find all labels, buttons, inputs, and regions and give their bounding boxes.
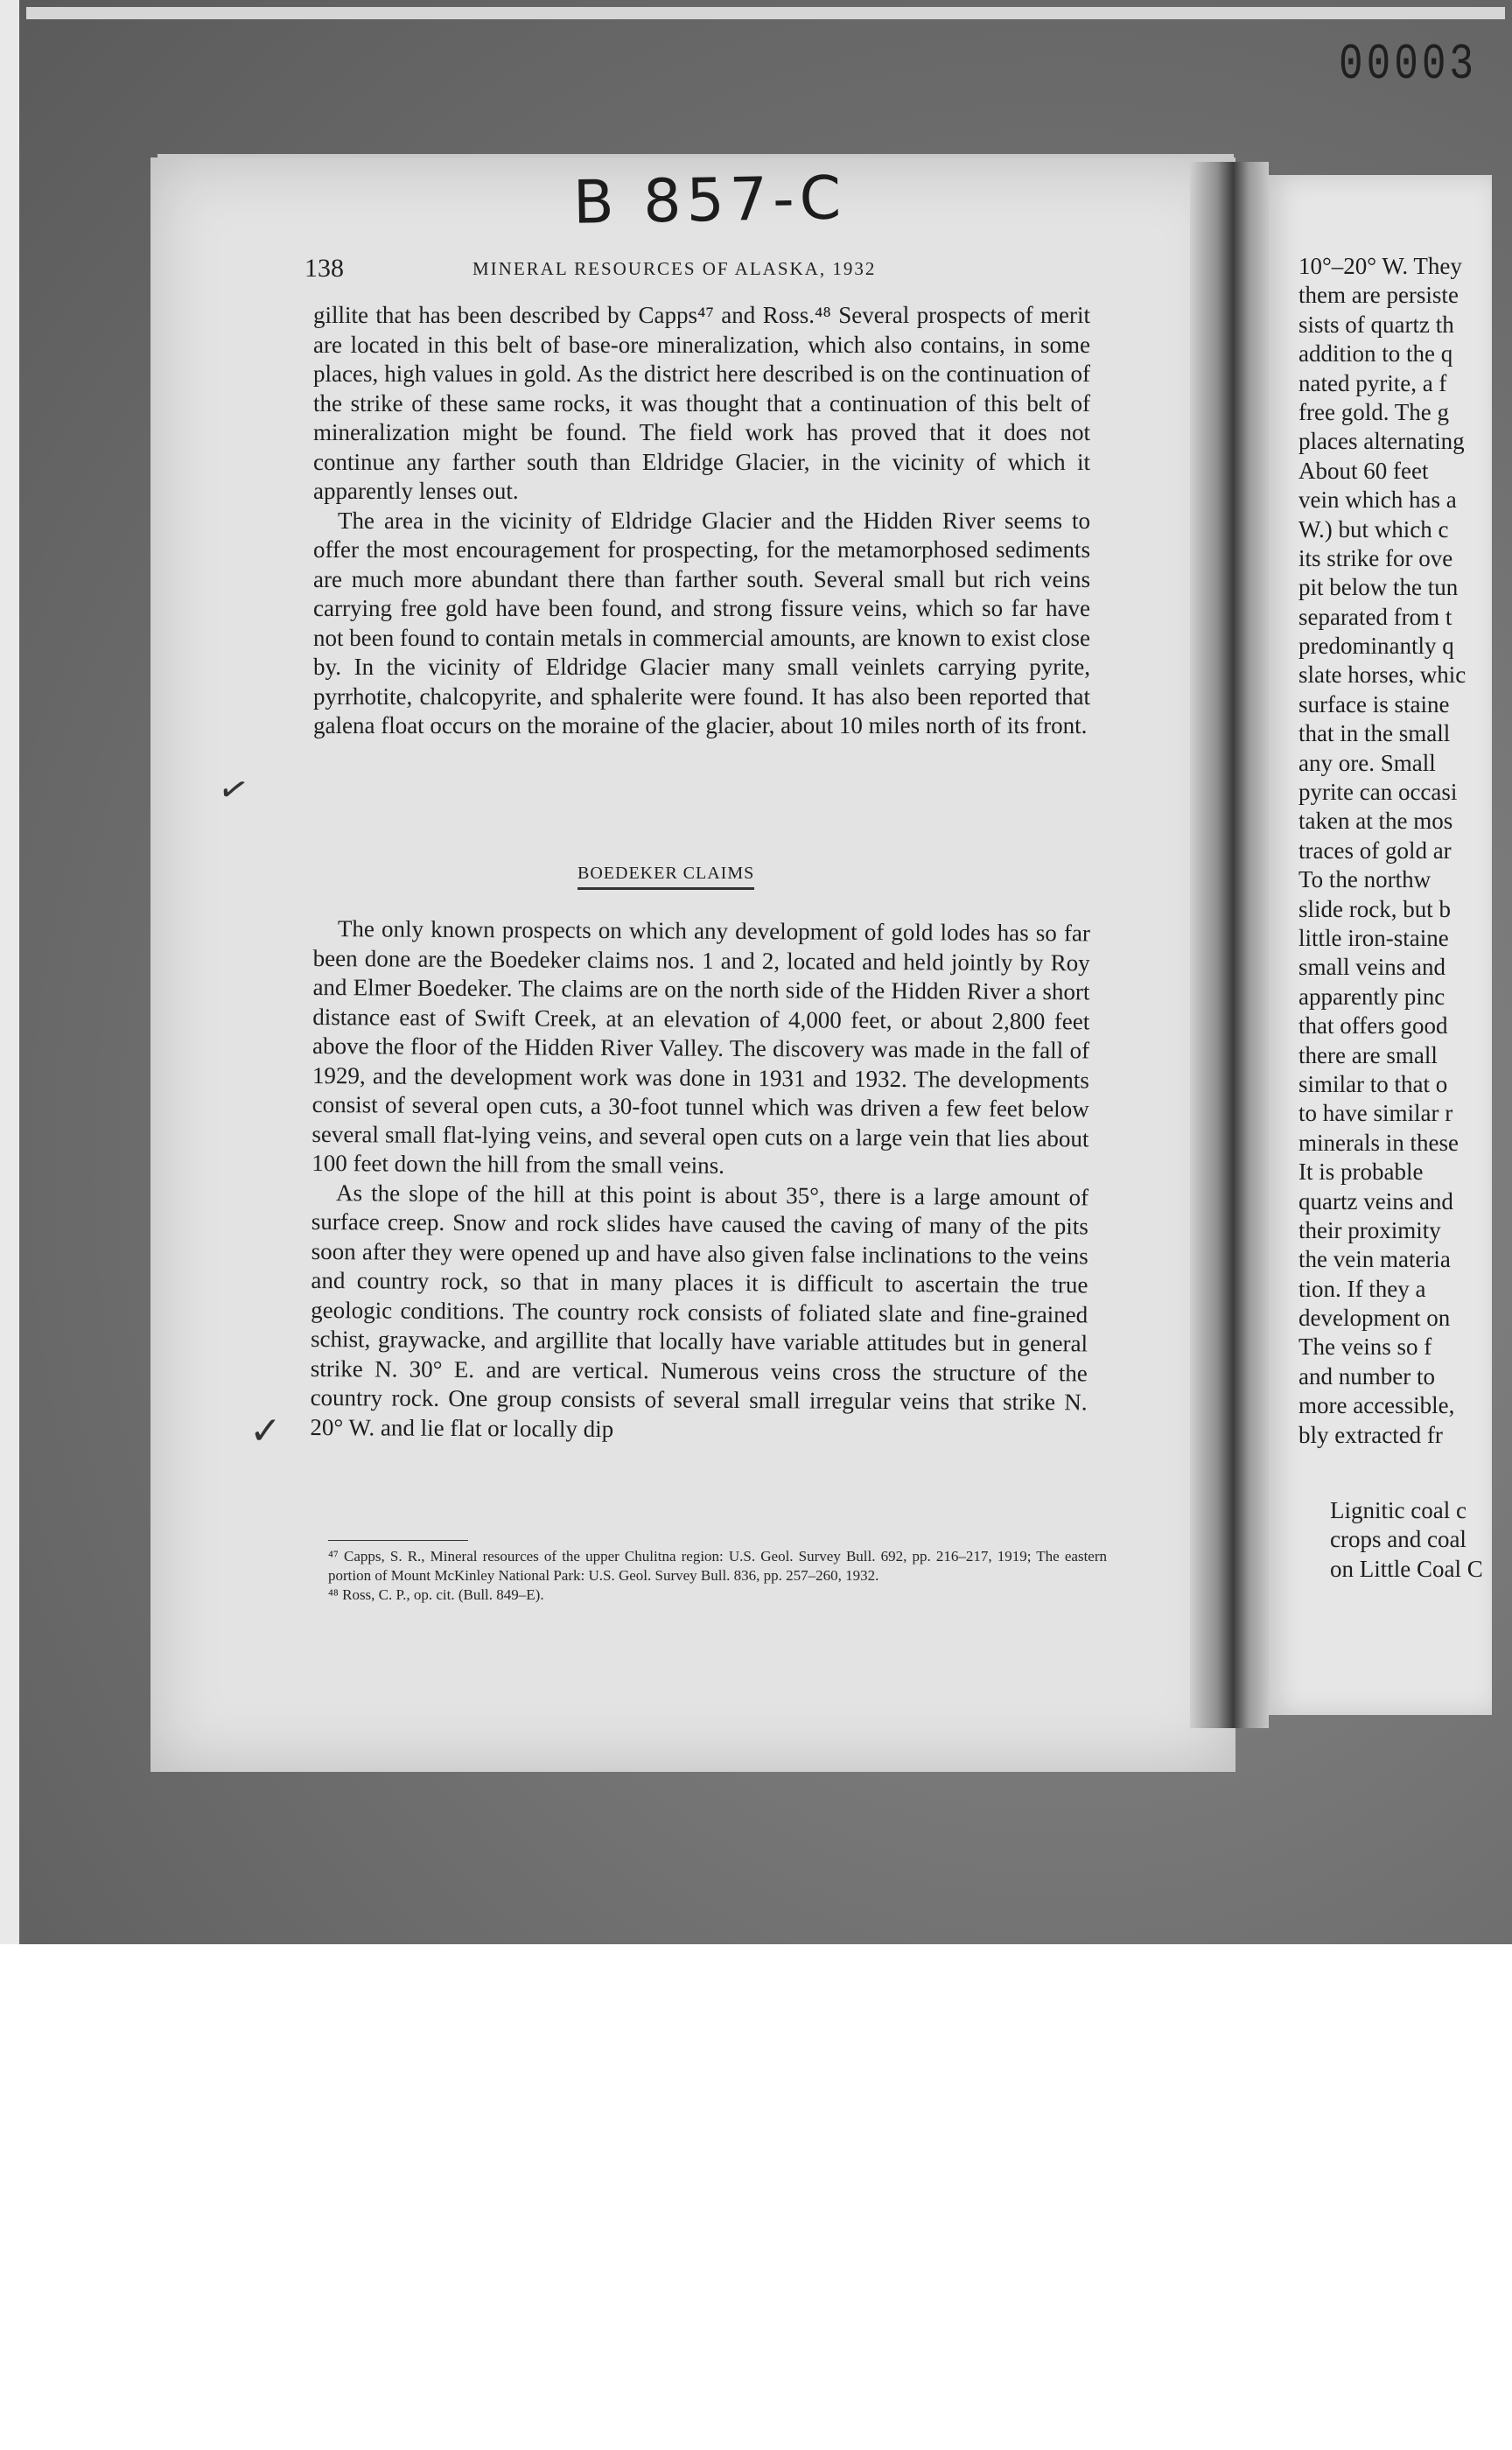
adjacent-page-line: traces of gold ar bbox=[1298, 836, 1452, 864]
adjacent-page-line: its strike for ove bbox=[1298, 544, 1453, 571]
adjacent-page-line: slide rock, but b bbox=[1298, 895, 1451, 922]
adjacent-page-line: pit below the tun bbox=[1298, 574, 1459, 601]
adjacent-page-line: sists of quartz th bbox=[1298, 311, 1454, 338]
section-heading: BOEDEKER CLAIMS bbox=[578, 864, 754, 890]
adjacent-page-footer-line: Lignitic coal c bbox=[1330, 1497, 1466, 1523]
adjacent-page-line: To the northw bbox=[1298, 866, 1432, 893]
adjacent-page-line: that offers good bbox=[1298, 1012, 1448, 1040]
adjacent-page-line: minerals in these bbox=[1298, 1129, 1459, 1156]
adjacent-page-text bbox=[1298, 252, 1495, 1450]
handwritten-id: B 857-C bbox=[572, 164, 847, 238]
adjacent-page-line: quartz veins and bbox=[1298, 1187, 1453, 1214]
adjacent-page-line: separated from t bbox=[1298, 603, 1452, 630]
adjacent-page-line: free gold. The g bbox=[1298, 398, 1449, 425]
footnotes bbox=[328, 1547, 1107, 1605]
adjacent-page-line: that in the small bbox=[1298, 720, 1451, 747]
adjacent-page-line: little iron-staine bbox=[1298, 924, 1449, 951]
adjacent-page-line: The veins so f bbox=[1298, 1334, 1432, 1361]
scan-left-edge bbox=[0, 0, 19, 1944]
paragraph-continuation: gillite that has been described by Capps⁴⁷ and Ross.⁴⁸ Several prospects of merit are located in this belt of base-ore mineralization, which also contains, in some places, high values in gold. As the district here described is on the continuation of the strike of these same rocks, it was thought that a continuation of this belt of mineralization might be found. The field work has proved that it does not continue any farther south than Eldridge Glacier, in the vicinity of which it apparently lenses out. bbox=[313, 302, 1090, 504]
adjacent-page-footer-line: on Little Coal C bbox=[1330, 1555, 1483, 1582]
adjacent-page-line: vein which has a bbox=[1298, 486, 1457, 514]
adjacent-page-footer-line: crops and coal bbox=[1330, 1526, 1466, 1553]
adjacent-page-line: there are small bbox=[1298, 1041, 1438, 1068]
adjacent-page-line: addition to the q bbox=[1298, 340, 1453, 368]
adjacent-page-line: nated pyrite, a f bbox=[1298, 369, 1447, 396]
adjacent-page-line: similar to that o bbox=[1298, 1070, 1448, 1097]
adjacent-page-line: tion. If they a bbox=[1298, 1275, 1426, 1302]
adjacent-page-line: taken at the mos bbox=[1298, 808, 1453, 835]
adjacent-page-line: more accessible, bbox=[1298, 1392, 1455, 1419]
adjacent-page-line: development on bbox=[1298, 1305, 1451, 1332]
adjacent-page-line: them are persiste bbox=[1298, 282, 1459, 309]
adjacent-page-footer-text bbox=[1330, 1496, 1496, 1584]
scan-top-strip bbox=[26, 7, 1505, 19]
adjacent-page-line: predominantly q bbox=[1298, 633, 1454, 660]
adjacent-page-line: W.) but which c bbox=[1298, 515, 1449, 542]
footnote-48: ⁴⁸ Ross, C. P., op. cit. (Bull. 849–E). bbox=[328, 1586, 544, 1603]
footnote-rule bbox=[328, 1540, 468, 1541]
text-block-lower bbox=[310, 914, 1090, 1446]
paragraph-slope: As the slope of the hill at this point is about 35°, there is a large amount of surface creep. Snow and rock slides have caused the caving of many of the pits soon after they were opened up and have also given false inclinations to the veins and country rock, so that in many places it is difficult to ascertain the true geologic conditions. The country rock consists of foliated slate and fine-grained schist, graywacke, and argillite that locally have variable attitudes but in general strike N. 30° E. and are vertical. Numerous veins cross the structure of the country rock. One group consists of several small irregular veins that strike N. 20° W. and lie flat or locally dip bbox=[310, 1179, 1089, 1442]
page-fold bbox=[1190, 162, 1269, 1728]
adjacent-page-line: any ore. Small bbox=[1298, 749, 1436, 776]
page-number: 138 bbox=[304, 254, 344, 283]
adjacent-page-line: to have similar r bbox=[1298, 1100, 1453, 1127]
text-block-upper bbox=[313, 301, 1090, 741]
running-head: MINERAL RESOURCES OF ALASKA, 1932 bbox=[472, 258, 877, 279]
paragraph-prospects: The only known prospects on which any development of gold lodes has so far been done are the Boedeker claims nos. 1 and 2, located and held jointly by Roy and Elmer Boedeker. The claims are on the north side of the Hidden River a short distance east of Swift Creek, at an elevation of 4,000 feet, or about 2,800 feet above the floor of the Hidden River Valley. The discovery was made in the fall of 1929, and the development work was done in 1931 and 1932. The developments consist of several open cuts, a 30-foot tunnel which was driven a few feet below several small flat-lying veins, and several open cuts on a large vein that lies about 100 feet down the hill from the small veins. bbox=[312, 915, 1090, 1179]
check-mark-icon: ✓ bbox=[214, 766, 253, 814]
adjacent-page-line: small veins and bbox=[1298, 954, 1446, 981]
adjacent-page-line: surface is staine bbox=[1298, 690, 1450, 718]
adjacent-page-line: their proximity bbox=[1298, 1216, 1441, 1243]
paragraph-eldridge: The area in the vicinity of Eldridge Glacier and the Hidden River seems to offer the most encouragement for prospecting, for the metamorphosed sediments are much more abundant there than farther south. Several small but rich veins carrying free gold have been found, and strong fissure veins, which so far have not been found to contain metals in commercial amounts, are known to exist close by. In the vicinity of Eldridge Glacier many small veinlets carrying pyrite, pyrrhotite, chalcopyrite, and sphalerite were found. It has also been reported that galena float occurs on the moraine of the glacier, about 10 miles north of its front. bbox=[313, 507, 1090, 738]
adjacent-page-line: places alternating bbox=[1298, 428, 1465, 455]
footnote-47: ⁴⁷ Capps, S. R., Mineral resources of the upper Chulitna region: U.S. Geol. Survey Bull. 692, pp. 216–217, 1919; The eastern portion of Mount McKinley National Park: U.S. Geol. Survey Bull. 836, pp. 257–260, 1932. bbox=[328, 1548, 1107, 1584]
check-mark-icon: ✓ bbox=[249, 1409, 282, 1453]
adjacent-page-line: About 60 feet bbox=[1298, 457, 1429, 484]
adjacent-page-line: It is probable bbox=[1298, 1158, 1424, 1186]
adjacent-page-line: pyrite can occasi bbox=[1298, 779, 1458, 806]
adjacent-page-line: apparently pinc bbox=[1298, 983, 1446, 1010]
adjacent-page-line: bly extracted fr bbox=[1298, 1421, 1443, 1448]
adjacent-page-line: the vein materia bbox=[1298, 1246, 1451, 1273]
adjacent-page-line: and number to bbox=[1298, 1362, 1435, 1390]
stamp-number: 00003 bbox=[1339, 36, 1478, 94]
adjacent-page-line: 10°–20° W. They bbox=[1298, 253, 1462, 279]
adjacent-page-line: slate horses, whic bbox=[1298, 662, 1466, 689]
